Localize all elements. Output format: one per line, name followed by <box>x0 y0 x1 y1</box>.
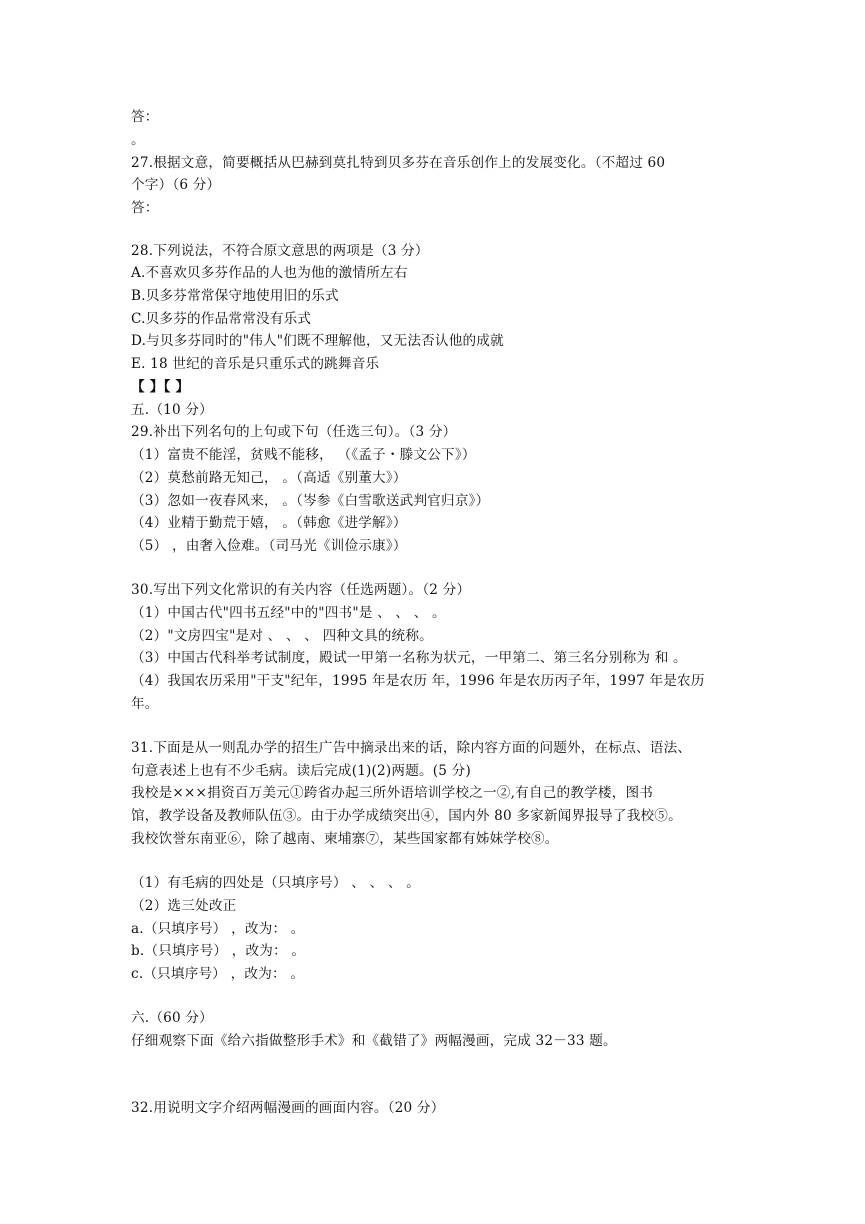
answer-label-26: 答： <box>131 109 159 125</box>
section-six-instruction: 仔细观察下面《给六指做整形手术》和《截错了》两幅漫画，完成 32－33 题。 <box>131 1033 617 1049</box>
q31-part-1: （1）有毛病的四处是（只填序号） 、 、 、 。 <box>131 875 421 891</box>
option-e: E. 18 世纪的音乐是只重乐式的跳舞音乐 <box>131 356 380 372</box>
q30-item-2: （2）"文房四宝"是对 、 、 、 四种文具的统称。 <box>131 628 433 644</box>
option-b: B.贝多芬常常保守地使用旧的乐式 <box>131 288 339 304</box>
q29-item-4: （4）业精于勤荒于嬉， 。（韩愈《进学解》） <box>131 515 407 531</box>
q29-item-3: （3）忽如一夜春风来， 。（岑参《白雪歌送武判官归京》） <box>131 493 490 509</box>
question-32: 32.用说明文字介绍两幅漫画的画面内容。（20 分） <box>131 1100 445 1116</box>
option-c: C.贝多芬的作品常常没有乐式 <box>131 311 312 327</box>
question-28: 28.下列说法，不符合原文意思的两项是（3 分） <box>131 243 429 259</box>
question-29: 29.补出下列名句的上句或下句（任选三句）。（3 分） <box>131 424 457 440</box>
question-31-line2: 句意表述上也有不少毛病。读后完成(1)(2)两题。(5 分) <box>131 763 471 779</box>
q31-fix-c: c.（只填序号） ，改为： 。 <box>131 966 305 982</box>
q31-fix-a: a.（只填序号） ，改为： 。 <box>131 921 305 937</box>
q30-item-4-line2: 年。 <box>131 696 159 712</box>
option-d: D.与贝多芬同时的"伟人"们既不理解他，又无法否认他的成就 <box>131 333 504 349</box>
section-six-heading: 六.（60 分） <box>131 1010 213 1026</box>
q30-item-4-line1: （4）我国农历采用"干支"纪年，1995 年是农历 年，1996 年是农历丙子年，1997 年是农历 <box>131 673 705 689</box>
answer-brackets: 【 】【 】 <box>131 379 190 395</box>
q29-item-5: （5） ，由奢入俭难。（司马光《训俭示康》） <box>131 538 407 554</box>
q29-item-2: （2）莫愁前路无知己， 。（高适《别董大》） <box>131 470 407 486</box>
q30-item-1: （1）中国古代"四书五经"中的"四书"是 、 、 、 。 <box>131 605 446 621</box>
q30-item-3: （3）中国古代科举考试制度，殿试一甲第一名称为状元，一甲第二、第三名分别称为 和 。 <box>131 650 687 666</box>
ad-text-line1: 我校是×××捐资百万美元①跨省办起三所外语培训学校之一②,有自己的教学楼，图书 <box>131 785 654 801</box>
option-a: A.不喜欢贝多芬作品的人也为他的激情所左右 <box>131 265 408 281</box>
question-27-line1: 27.根据文意，简要概括从巴赫到莫扎特到贝多芬在音乐创作上的发展变化。（不超过 60 <box>131 155 666 171</box>
section-five-heading: 五.（10 分） <box>131 402 213 418</box>
q31-fix-b: b.（只填序号） ，改为： 。 <box>131 943 306 959</box>
q31-part-2: （2）选三处改正 <box>131 898 237 914</box>
question-30: 30.写出下列文化常识的有关内容（任选两题）。（2 分） <box>131 582 471 598</box>
answer-label-27: 答： <box>131 200 159 216</box>
question-27-line2: 个字）（6 分） <box>131 177 221 193</box>
answer-end-mark: 。 <box>131 132 145 148</box>
ad-text-line3: 我校饮誉东南亚⑥，除了越南、柬埔寨⑦，某些国家都有姊妹学校⑧。 <box>131 831 559 847</box>
question-31-line1: 31.下面是从一则乱办学的招生广告中摘录出来的话，除内容方面的问题外，在标点、语法、 <box>131 740 692 756</box>
ad-text-line2: 馆，教学设备及教师队伍③。由于办学成绩突出④，国内外 80 多家新闻界报导了我校⑤。 <box>131 808 682 824</box>
q29-item-1: （1）富贵不能淫，贫贱不能移， （《孟子・滕文公下》） <box>131 447 476 463</box>
